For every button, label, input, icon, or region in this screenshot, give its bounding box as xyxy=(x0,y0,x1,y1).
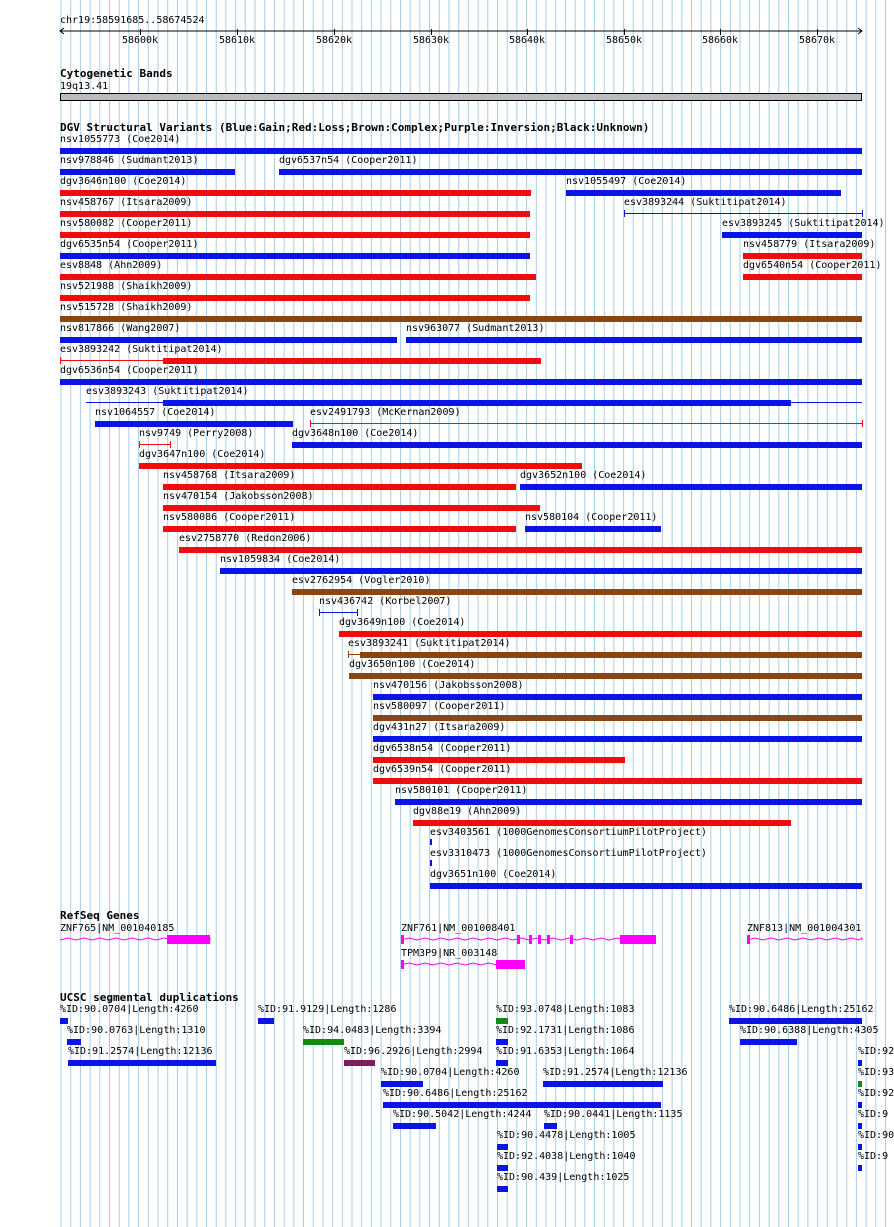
variant-bar[interactable] xyxy=(743,274,862,280)
variant-bar[interactable] xyxy=(60,295,530,301)
gene-exon xyxy=(496,960,525,969)
segdup-bar[interactable] xyxy=(858,1123,862,1129)
segdup-bar[interactable] xyxy=(740,1039,797,1045)
variant-label[interactable]: esv8848 (Ahn2009) xyxy=(60,260,163,271)
variant-label[interactable]: nsv1055497 (Coe2014) xyxy=(566,176,687,187)
variant-label[interactable]: nsv458768 (Itsara2009) xyxy=(163,470,296,481)
segdup-bar[interactable] xyxy=(496,1018,508,1024)
segdup-label[interactable]: %ID:9 xyxy=(858,1109,889,1120)
variant-label[interactable]: dgv3652n100 (Coe2014) xyxy=(520,470,647,481)
variant-label[interactable]: dgv6535n54 (Cooper2011) xyxy=(60,239,199,250)
variant-bar[interactable] xyxy=(60,148,862,154)
variant-label[interactable]: dgv3651n100 (Coe2014) xyxy=(430,869,557,880)
segdup-bar[interactable] xyxy=(497,1165,508,1171)
segdup-bar[interactable] xyxy=(858,1144,862,1150)
segdup-label[interactable]: %ID:90.0704|Length:4260 xyxy=(60,1004,199,1015)
ruler-tick-label: 58620k xyxy=(315,35,353,46)
segdup-label[interactable]: %ID:92.4038|Length:1040 xyxy=(497,1151,636,1162)
variant-label[interactable]: nsv1059834 (Coe2014) xyxy=(220,554,341,565)
variant-label[interactable]: dgv88e19 (Ahn2009) xyxy=(413,806,522,817)
variant-bar[interactable] xyxy=(292,442,862,448)
segdup-label[interactable]: %ID:91.9129|Length:1286 xyxy=(258,1004,397,1015)
position-label: chr19:58591685..58674524 xyxy=(60,15,205,26)
variant-label[interactable]: nsv458767 (Itsara2009) xyxy=(60,197,193,208)
variant-bar[interactable] xyxy=(95,421,293,427)
variant-label[interactable]: nsv1064557 (Coe2014) xyxy=(95,407,216,418)
segdup-label[interactable]: %ID:90.4478|Length:1005 xyxy=(497,1130,636,1141)
variant-bar-thick xyxy=(163,400,791,406)
variant-bar-cap xyxy=(310,420,311,427)
segdup-bar[interactable] xyxy=(858,1060,862,1066)
ruler-tick-label: 58660k xyxy=(701,35,739,46)
variant-bar-cap xyxy=(319,609,320,616)
variant-label[interactable]: dgv6539n54 (Cooper2011) xyxy=(373,764,512,775)
segdup-bar[interactable] xyxy=(60,1018,68,1024)
variant-bar[interactable] xyxy=(319,612,357,613)
segdup-label[interactable]: %ID:94.0483|Length:3394 xyxy=(303,1025,442,1036)
segdup-bar[interactable] xyxy=(496,1060,508,1066)
variant-label[interactable]: nsv458779 (Itsara2009) xyxy=(743,239,876,250)
variant-label[interactable]: esv2758770 (Redon2006) xyxy=(179,533,312,544)
variant-label[interactable]: esv3893242 (Suktitipat2014) xyxy=(60,344,223,355)
segdup-bar[interactable] xyxy=(344,1060,375,1066)
variant-bar[interactable] xyxy=(163,505,540,511)
variant-bar-cap xyxy=(60,357,61,364)
variant-bar-cap xyxy=(862,420,863,427)
segdup-label[interactable]: %ID:9 xyxy=(858,1151,889,1162)
variant-label[interactable]: dgv3647n100 (Coe2014) xyxy=(139,449,266,460)
variant-bar[interactable] xyxy=(395,799,862,805)
ruler-tick-label: 58600k xyxy=(121,35,159,46)
ruler-tick-label: 58670k xyxy=(798,35,836,46)
variant-bar[interactable] xyxy=(525,526,661,532)
gene-label[interactable]: ZNF761|NM_001008401 xyxy=(401,923,516,934)
variant-bar[interactable] xyxy=(406,337,862,343)
variant-label[interactable]: dgv431n27 (Itsara2009) xyxy=(373,722,506,733)
variant-bar[interactable] xyxy=(139,463,582,469)
variant-bar[interactable] xyxy=(310,423,862,424)
variant-bar[interactable] xyxy=(60,169,235,175)
variant-label[interactable]: esv2762954 (Vogler2010) xyxy=(292,575,431,586)
variant-label[interactable]: esv3893243 (Suktitipat2014) xyxy=(86,386,249,397)
variant-bar[interactable] xyxy=(279,169,862,175)
segdup-label[interactable]: %ID:93 xyxy=(858,1067,894,1078)
dgv-title: DGV Structural Variants (Blue:Gain;Red:Loss;Brown:Complex;Purple:Inversion;Black:Unknown) xyxy=(60,121,650,134)
variant-bar[interactable] xyxy=(163,526,516,532)
variant-bar-cap xyxy=(170,441,171,448)
variant-bar[interactable] xyxy=(373,757,625,763)
segdup-label[interactable]: %ID:90.5042|Length:4244 xyxy=(393,1109,532,1120)
variant-bar[interactable] xyxy=(60,379,862,385)
variant-bar[interactable] xyxy=(60,337,397,343)
segdup-label[interactable]: %ID:90.439|Length:1025 xyxy=(497,1172,630,1183)
segdup-bar[interactable] xyxy=(544,1123,557,1129)
variant-bar[interactable] xyxy=(743,253,862,259)
variant-label[interactable]: nsv470156 (Jakobsson2008) xyxy=(373,680,524,691)
gene-label[interactable]: TPM3P9|NR_003148 xyxy=(401,948,498,959)
ruler-tick-label: 58630k xyxy=(412,35,450,46)
variant-label[interactable]: dgv6540n54 (Cooper2011) xyxy=(743,260,882,271)
variant-label[interactable]: dgv3648n100 (Coe2014) xyxy=(292,428,419,439)
segdup-label[interactable]: %ID:90.6388|Length:4305 xyxy=(740,1025,879,1036)
variant-label[interactable]: esv3403561 (1000GenomesConsortiumPilotProject) xyxy=(430,827,707,838)
variant-bar[interactable] xyxy=(60,274,536,280)
refseq-title: RefSeq Genes xyxy=(60,909,140,922)
variant-bar[interactable] xyxy=(520,484,862,490)
variant-label[interactable]: dgv3650n100 (Coe2014) xyxy=(349,659,476,670)
variant-bar-thick xyxy=(360,652,862,658)
segdup-bar[interactable] xyxy=(729,1018,862,1024)
segdup-bar[interactable] xyxy=(497,1144,508,1150)
gene-model[interactable] xyxy=(0,930,890,950)
variant-bar[interactable] xyxy=(413,820,791,826)
variant-bar-cap xyxy=(862,210,863,217)
segdup-label[interactable]: %ID:90.6486|Length:25162 xyxy=(383,1088,528,1099)
segdup-label[interactable]: %ID:90.0763|Length:1310 xyxy=(67,1025,206,1036)
variant-bar[interactable] xyxy=(624,213,862,214)
variant-label[interactable]: nsv963077 (Sudmant2013) xyxy=(406,323,545,334)
segdup-label[interactable]: %ID:91.2574|Length:12136 xyxy=(68,1046,213,1057)
variant-bar-cap xyxy=(348,651,349,658)
variant-label[interactable]: nsv9749 (Perry2008) xyxy=(139,428,254,439)
variant-bar[interactable] xyxy=(60,316,862,322)
variant-bar[interactable] xyxy=(349,673,862,679)
variant-bar[interactable] xyxy=(339,631,862,637)
variant-bar[interactable] xyxy=(179,547,862,553)
segdup-bar[interactable] xyxy=(543,1081,663,1087)
segdup-label[interactable]: %ID:90.6486|Length:25162 xyxy=(729,1004,874,1015)
variant-label[interactable]: nsv580097 (Cooper2011) xyxy=(373,701,506,712)
variant-label[interactable]: esv3893241 (Suktitipat2014) xyxy=(348,638,511,649)
variant-label[interactable]: esv2491793 (McKernan2009) xyxy=(310,407,461,418)
variant-label[interactable]: esv3310473 (1000GenomesConsortiumPilotProject) xyxy=(430,848,707,859)
segdup-label[interactable]: %ID:92 xyxy=(858,1046,894,1057)
segdup-label[interactable]: %ID:90 xyxy=(858,1130,894,1141)
ruler-tick-label: 58610k xyxy=(218,35,256,46)
segdup-label[interactable]: %ID:92 xyxy=(858,1088,894,1099)
variant-bar[interactable] xyxy=(430,839,432,845)
variant-label[interactable]: dgv3649n100 (Coe2014) xyxy=(339,617,466,628)
variant-bar[interactable] xyxy=(60,253,530,259)
cytoband-label: 19q13.41 xyxy=(60,81,109,92)
variant-label[interactable]: dgv6537n54 (Cooper2011) xyxy=(279,155,418,166)
variant-label[interactable]: nsv1055773 (Coe2014) xyxy=(60,134,181,145)
variant-label[interactable]: nsv515728 (Shaikh2009) xyxy=(60,302,193,313)
segdup-bar[interactable] xyxy=(858,1165,862,1171)
variant-label[interactable]: nsv580086 (Cooper2011) xyxy=(163,512,296,523)
variant-bar-thick xyxy=(163,358,541,364)
segdup-label[interactable]: %ID:92.1731|Length:1086 xyxy=(496,1025,635,1036)
segdup-label[interactable]: %ID:96.2926|Length:2994 xyxy=(344,1046,483,1057)
gene-intron xyxy=(747,938,862,940)
gene-label[interactable]: ZNF765|NM_001040185 xyxy=(60,923,175,934)
variant-bar[interactable] xyxy=(373,736,862,742)
segdup-label[interactable]: %ID:91.2574|Length:12136 xyxy=(543,1067,688,1078)
variant-bar[interactable] xyxy=(139,444,170,445)
variant-label[interactable]: nsv817866 (Wang2007) xyxy=(60,323,181,334)
variant-bar[interactable] xyxy=(220,568,862,574)
segdup-bar[interactable] xyxy=(258,1018,274,1024)
ruler-axis xyxy=(58,26,866,36)
variant-bar[interactable] xyxy=(373,694,862,700)
segdup-bar[interactable] xyxy=(383,1102,661,1108)
gene-exon xyxy=(747,935,750,944)
variant-bar[interactable] xyxy=(60,232,530,238)
segdup-bar[interactable] xyxy=(67,1039,81,1045)
segdup-bar[interactable] xyxy=(858,1102,862,1108)
gene-label[interactable]: ZNF813|NM_001004301 xyxy=(747,923,862,934)
variant-bar[interactable] xyxy=(163,484,516,490)
variant-label[interactable]: nsv436742 (Korbel2007) xyxy=(319,596,452,607)
variant-bar-cap xyxy=(357,609,358,616)
gene-model[interactable] xyxy=(0,955,890,975)
variant-bar[interactable] xyxy=(60,190,531,196)
variant-bar-cap xyxy=(139,441,140,448)
segdup-bar[interactable] xyxy=(496,1039,508,1045)
cytoband-bar[interactable] xyxy=(60,93,862,101)
segdup-label[interactable]: %ID:90.0441|Length:1135 xyxy=(544,1109,683,1120)
segdup-bar[interactable] xyxy=(381,1081,423,1087)
variant-label[interactable]: dgv6536n54 (Cooper2011) xyxy=(60,365,199,376)
variant-label[interactable]: esv3893244 (Suktitipat2014) xyxy=(624,197,787,208)
variant-label[interactable]: nsv978846 (Sudmant2013) xyxy=(60,155,199,166)
variant-label[interactable]: nsv580101 (Cooper2011) xyxy=(395,785,528,796)
segdup-bar[interactable] xyxy=(68,1060,216,1066)
segdup-label[interactable]: %ID:93.0748|Length:1083 xyxy=(496,1004,635,1015)
variant-label[interactable]: dgv3646n100 (Coe2014) xyxy=(60,176,187,187)
variant-bar[interactable] xyxy=(430,883,862,889)
segdup-label[interactable]: %ID:91.6353|Length:1064 xyxy=(496,1046,635,1057)
ruler-tick-label: 58650k xyxy=(605,35,643,46)
variant-label[interactable]: nsv580082 (Cooper2011) xyxy=(60,218,193,229)
variant-bar[interactable] xyxy=(722,232,862,238)
segdup-bar[interactable] xyxy=(303,1039,344,1045)
variant-bar[interactable] xyxy=(373,778,862,784)
ruler-tick-label: 58640k xyxy=(508,35,546,46)
variant-bar[interactable] xyxy=(373,715,862,721)
variant-bar-cap xyxy=(624,210,625,217)
variant-bar[interactable] xyxy=(60,211,530,217)
cytogenetic-title: Cytogenetic Bands xyxy=(60,67,173,80)
variant-label[interactable]: nsv580104 (Cooper2011) xyxy=(525,512,658,523)
variant-label[interactable]: dgv6538n54 (Cooper2011) xyxy=(373,743,512,754)
variant-bar[interactable] xyxy=(430,860,432,866)
segdup-title: UCSC segmental duplications xyxy=(60,991,239,1004)
segdup-bar[interactable] xyxy=(858,1081,862,1087)
variant-label[interactable]: esv3893245 (Suktitipat2014) xyxy=(722,218,885,229)
segdup-bar[interactable] xyxy=(393,1123,436,1129)
variant-bar[interactable] xyxy=(292,589,862,595)
variant-label[interactable]: nsv521988 (Shaikh2009) xyxy=(60,281,193,292)
gene-exon xyxy=(401,960,404,969)
variant-label[interactable]: nsv470154 (Jakobsson2008) xyxy=(163,491,314,502)
segdup-bar[interactable] xyxy=(497,1186,508,1192)
variant-bar[interactable] xyxy=(566,190,841,196)
segdup-label[interactable]: %ID:90.0704|Length:4260 xyxy=(381,1067,520,1078)
